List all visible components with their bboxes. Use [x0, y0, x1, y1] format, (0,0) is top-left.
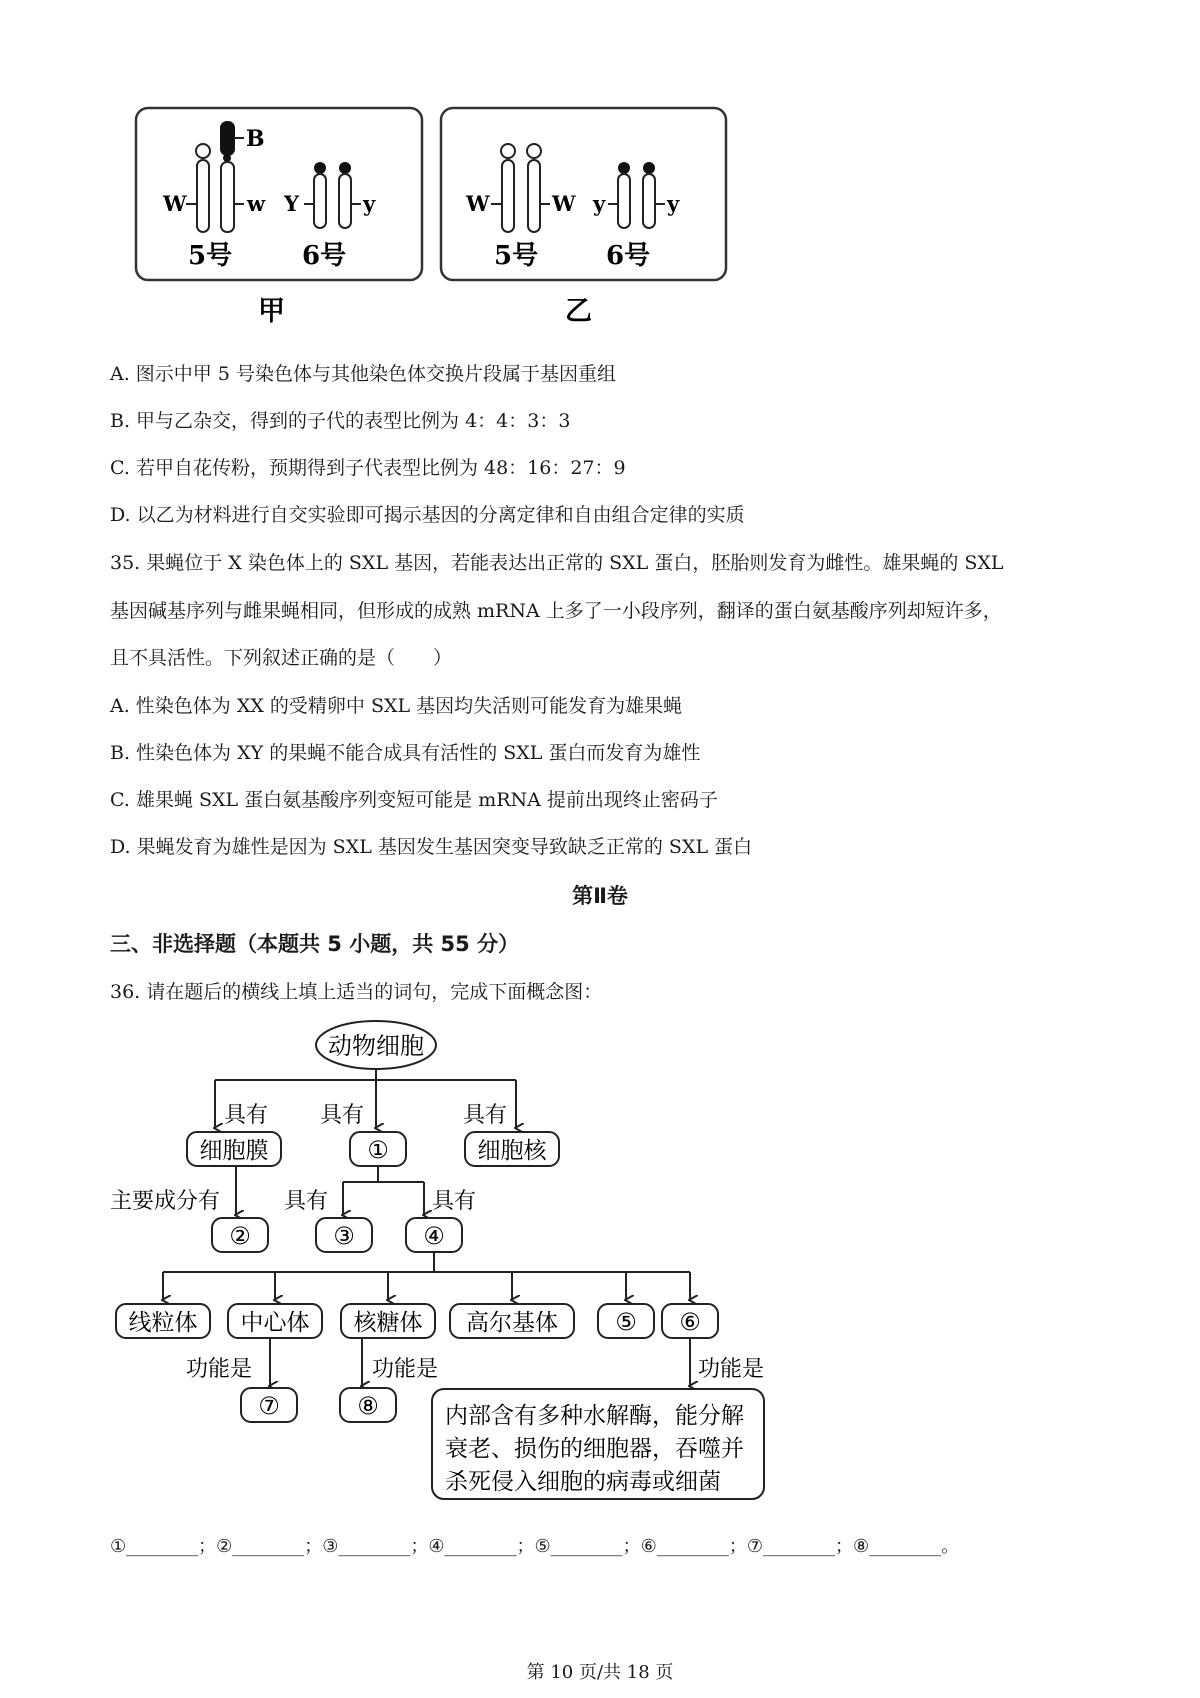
lysosome-desc-line1: 内部含有多种水解酶，能分解	[445, 1403, 744, 1429]
q35-option-d: D. 果蝇发育为雄性是因为 SXL 基因发生基因突变导致缺乏正常的 SXL 蛋白	[110, 836, 753, 858]
edge-func-2: 功能是	[372, 1357, 439, 1382]
q34-option-d: D. 以乙为材料进行自交实验即可揭示基因的分离定律和自由组合定律的实质	[110, 504, 745, 526]
chromosome-5-pair	[501, 144, 541, 232]
panel-yi-caption: 乙	[565, 296, 592, 327]
node-mitochondria-label: 线粒体	[128, 1310, 198, 1336]
q34-option-a: A. 图示中甲 5 号染色体与其他染色体交换片段属于基因重组	[110, 363, 616, 385]
root-label: 动物细胞	[328, 1032, 424, 1060]
chrom5-label: 5号	[494, 241, 539, 271]
node-2-label: ②	[229, 1222, 251, 1250]
panel-yi	[441, 108, 726, 327]
gene-W1-label: W	[466, 191, 490, 216]
volume-title: 第Ⅱ卷	[572, 884, 628, 908]
node-6-label: ⑥	[679, 1308, 701, 1336]
node-nucleus-label: 细胞核	[477, 1138, 547, 1164]
chromosome-6-pair	[314, 162, 351, 228]
node-golgi-label: 高尔基体	[466, 1310, 558, 1336]
lysosome-desc-line2: 衰老、损伤的细胞器，吞噬并	[445, 1436, 744, 1462]
panel-jia-caption: 甲	[258, 296, 285, 327]
gene-W-label: W	[163, 191, 187, 216]
gene-y1-label: y	[593, 191, 606, 216]
node-4-label: ④	[423, 1222, 445, 1250]
node-membrane-label: 细胞膜	[199, 1138, 269, 1164]
gene-w-label: w	[247, 191, 266, 216]
edge-has-5: 具有	[432, 1189, 477, 1214]
edge-main-component: 主要成分有	[110, 1189, 221, 1214]
node-8-label: ⑧	[357, 1392, 379, 1420]
edge-func-1: 功能是	[186, 1357, 253, 1382]
node-centrosome-label: 中心体	[240, 1310, 310, 1336]
chrom5-label: 5号	[188, 241, 233, 271]
chromosome-6-pair	[618, 162, 655, 228]
q35-stem-line2: 基因碱基序列与雌果蝇相同，但形成的成熟 mRNA 上多了一小段序列，翻译的蛋白氨基酸序列却短许多，	[110, 600, 1002, 622]
chrom6-label: 6号	[302, 241, 347, 271]
edge-func-3: 功能是	[698, 1357, 765, 1382]
node-7-label: ⑦	[258, 1392, 280, 1420]
q35-option-c: C. 雄果蝇 SXL 蛋白氨基酸序列变短可能是 mRNA 提前出现终止密码子	[110, 789, 718, 811]
q34-option-b: B. 甲与乙杂交，得到的子代的表型比例为 4：4：3：3	[110, 410, 571, 432]
gene-B-label: B	[246, 126, 265, 152]
node-5-label: ⑤	[615, 1308, 637, 1336]
b-segment	[221, 122, 234, 155]
q35-option-b: B. 性染色体为 XY 的果蝇不能合成具有活性的 SXL 蛋白而发育为雄性	[110, 742, 701, 764]
edge-has-1: 具有	[224, 1103, 269, 1128]
gene-Y-label: Y	[284, 191, 299, 216]
q34-option-c: C. 若甲自花传粉，预期得到子代表型比例为 48：16：27：9	[110, 457, 626, 479]
gene-y2-label: y	[667, 191, 680, 216]
node-1-label: ①	[367, 1136, 389, 1164]
gene-W2-label: W	[552, 191, 576, 216]
chromosome-5-right	[221, 122, 234, 232]
lysosome-desc-line3: 杀死侵入细胞的病毒或细菌	[445, 1469, 721, 1495]
chromosome-5-left	[196, 144, 210, 232]
q35-stem-line3: 且不具活性。下列叙述正确的是（ ）	[110, 647, 453, 669]
q35-option-a: A. 性染色体为 XX 的受精卵中 SXL 基因均失活则可能发育为雄果蝇	[110, 695, 683, 717]
q36-answer-blanks: ①________；②________；③________；④________；⑤________；⑥________；⑦________；⑧________。	[110, 1536, 960, 1557]
chrom6-label: 6号	[606, 241, 651, 271]
q35-stem-line1: 35. 果蝇位于 X 染色体上的 SXL 基因，若能表达出正常的 SXL 蛋白，胚胎则发育为雌性。雄果蝇的 SXL	[110, 552, 1004, 574]
q36-stem: 36. 请在题后的横线上填上适当的词句，完成下面概念图：	[110, 981, 603, 1003]
chromosome-figure	[0, 0, 1200, 340]
part-title: 三、非选择题（本题共 5 小题，共 55 分）	[110, 932, 520, 956]
page-number: 第 10 页/共 18 页	[526, 1662, 674, 1683]
node-ribosome-label: 核糖体	[353, 1310, 423, 1336]
gene-y-label: y	[363, 191, 376, 216]
concept-map	[0, 1010, 1200, 1510]
panel-jia	[136, 108, 422, 327]
node-3-label: ③	[333, 1222, 355, 1250]
edge-has-4: 具有	[284, 1189, 329, 1214]
edge-has-2: 具有	[320, 1103, 365, 1128]
edge-has-3: 具有	[463, 1103, 508, 1128]
